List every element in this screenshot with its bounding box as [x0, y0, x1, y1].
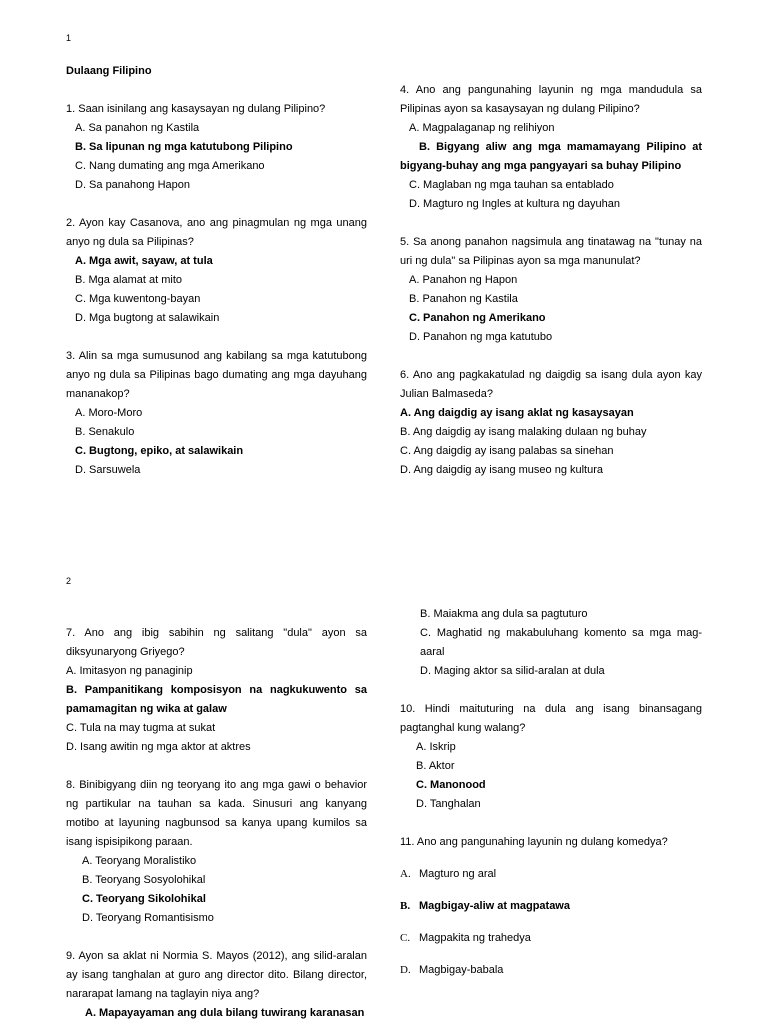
option-d: D. Mga bugtong at salawikain	[75, 312, 220, 324]
option-d: D. Isang awitin ng mga aktor at aktres	[66, 741, 251, 753]
question-11	[400, 833, 702, 980]
option-d: D. Teoryang Romantisismo	[82, 912, 214, 924]
option-c: C. Maglaban ng mga tauhan sa entablado	[409, 179, 614, 191]
question-text: 3. Alin sa mga sumusunod ang kabilang sa mga katutubong anyo ng dula sa Pilipinas bago dumating ang mga dayuhang mananakop?	[66, 350, 367, 400]
question-3	[66, 347, 367, 480]
question-1	[66, 100, 367, 195]
option-letter: C.	[400, 932, 411, 944]
page-number: 1	[66, 33, 72, 43]
question-text: 11. Ano ang pangunahing layunin ng dulang komedya?	[400, 836, 668, 848]
option-text: Magpakita ng trahedya	[419, 932, 531, 944]
option-b: B. Panahon ng Kastila	[409, 293, 518, 305]
option-a: A. Teoryang Moralistiko	[82, 855, 197, 867]
option-a-answer: A. Mga awit, sayaw, at tula	[75, 255, 213, 267]
option-d: D. Panahon ng mga katutubo	[409, 331, 553, 343]
question-6	[400, 366, 702, 480]
question-8	[66, 776, 367, 928]
option-c: C. Mga kuwentong-bayan	[75, 293, 201, 305]
page2-right-column	[400, 605, 702, 980]
option-c-answer: C. Panahon ng Amerikano	[409, 312, 546, 324]
option-b-answer: B. Sa lipunan ng mga katutubong Pilipino	[75, 141, 293, 153]
question-text: 9. Ayon sa aklat ni Normia S. Mayos (2012), ang silid-aralan ay isang tanghalan at guro ang director dito. Bilang director, nararapat lamang na taglayin niya ang?	[66, 950, 367, 1000]
option-c: C. Nang dumating ang mga Amerikano	[75, 160, 265, 172]
option-a: A. Iskrip	[416, 741, 456, 753]
option-d: D. Magturo ng Ingles at kultura ng dayuhan	[409, 198, 620, 210]
question-text: 8. Binibigyang diin ng teoryang ito ang mga gawi o behavior ng partikular na tauhan sa kada. Sinusuri ang kanyang motibo at layuning nagbunsod sa kanya upang kumilos sa isang ispisipikong paraan.	[66, 779, 367, 848]
question-text: 4. Ano ang pangunahing layunin ng mga mandudula sa Pilipinas ayon sa kasaysayan ng dulang Pilipino?	[400, 84, 702, 115]
question-4	[400, 81, 702, 214]
page-number: 2	[66, 576, 72, 586]
option-b-answer: B. Pampanitikang komposisyon na nagkukuwento sa pamamagitan ng wika at galaw	[66, 684, 367, 715]
option-c	[400, 929, 702, 948]
question-text: 1. Saan isinilang ang kasaysayan ng dulang Pilipino?	[66, 103, 326, 115]
option-a: A. Magpalaganap ng relihiyon	[409, 122, 555, 134]
option-c-answer: C. Bugtong, epiko, at salawikain	[75, 445, 244, 457]
option-letter: D.	[400, 964, 411, 976]
option-d: D. Maging aktor sa silid-aralan at dula	[420, 665, 605, 677]
page1-left-column	[66, 62, 367, 480]
option-c: C. Tula na may tugma at sukat	[66, 722, 216, 734]
option-letter: A.	[400, 868, 411, 880]
option-text: Magbigay-babala	[419, 964, 504, 976]
option-b: B. Aktor	[416, 760, 455, 772]
option-d: D. Sarsuwela	[75, 464, 141, 476]
option-b: B. Senakulo	[75, 426, 135, 438]
question-10	[400, 700, 702, 814]
question-text: 6. Ano ang pagkakatulad ng daigdig sa isang dula ayon kay Julian Balmaseda?	[400, 369, 702, 400]
question-5	[400, 233, 702, 347]
option-a: A. Moro-Moro	[75, 407, 143, 419]
option-a	[400, 865, 702, 884]
question-2	[66, 214, 367, 328]
question-text: 10. Hindi maituturing na dula ang isang binansagang pagtanghal kung walang?	[400, 703, 702, 734]
option-letter: B.	[400, 900, 411, 912]
question-text: 7. Ano ang ibig sabihin ng salitang "dula" ayon sa diksyunaryong Griyego?	[66, 627, 367, 658]
question-9-continued	[400, 605, 702, 681]
option-d	[400, 961, 702, 980]
option-c-answer: C. Teoryang Sikolohikal	[82, 893, 206, 905]
question-text: 5. Sa anong panahon nagsimula ang tinatawag na "tunay na uri ng dula" sa Pilipinas ayon sa mga manunulat?	[400, 236, 702, 267]
option-b: B. Maiakma ang dula sa pagtuturo	[420, 608, 588, 620]
question-text: 2. Ayon kay Casanova, ano ang pinagmulan ng mga unang anyo ng dula sa Pilipinas?	[66, 217, 367, 248]
option-text: Magturo ng aral	[419, 868, 497, 880]
option-b-answer	[400, 897, 702, 916]
option-c: C. Maghatid ng makabuluhang komento sa mga mag-aaral	[420, 627, 702, 658]
option-a-answer: A. Ang daigdig ay isang aklat ng kasaysayan	[400, 407, 634, 419]
document-title: Dulaang Filipino	[66, 65, 152, 77]
option-a: A. Panahon ng Hapon	[409, 274, 518, 286]
option-a: A. Imitasyon ng panaginip	[66, 665, 193, 677]
option-text: Magbigay-aliw at magpatawa	[419, 900, 570, 912]
option-b-answer: B. Bigyang aliw ang mga mamamayang Pilipino at bigyang-buhay ang mga pangyayari sa buhay Pilipino	[400, 141, 702, 172]
option-b: B. Mga alamat at mito	[75, 274, 182, 286]
option-d: D. Sa panahong Hapon	[75, 179, 190, 191]
option-b: B. Ang daigdig ay isang malaking dulaan ng buhay	[400, 426, 647, 438]
option-c-answer: C. Manonood	[416, 779, 486, 791]
question-7	[66, 624, 367, 757]
page2-left-column	[66, 624, 367, 1023]
option-b: B. Teoryang Sosyolohikal	[82, 874, 206, 886]
page1-right-column	[400, 81, 702, 480]
option-c: C. Ang daigdig ay isang palabas sa sinehan	[400, 445, 614, 457]
question-9	[66, 947, 367, 1023]
option-d: D. Tanghalan	[416, 798, 481, 810]
option-a: A. Sa panahon ng Kastila	[75, 122, 200, 134]
option-d: D. Ang daigdig ay isang museo ng kultura	[400, 464, 604, 476]
option-a-answer: A. Mapayayaman ang dula bilang tuwirang karanasan	[85, 1007, 365, 1019]
